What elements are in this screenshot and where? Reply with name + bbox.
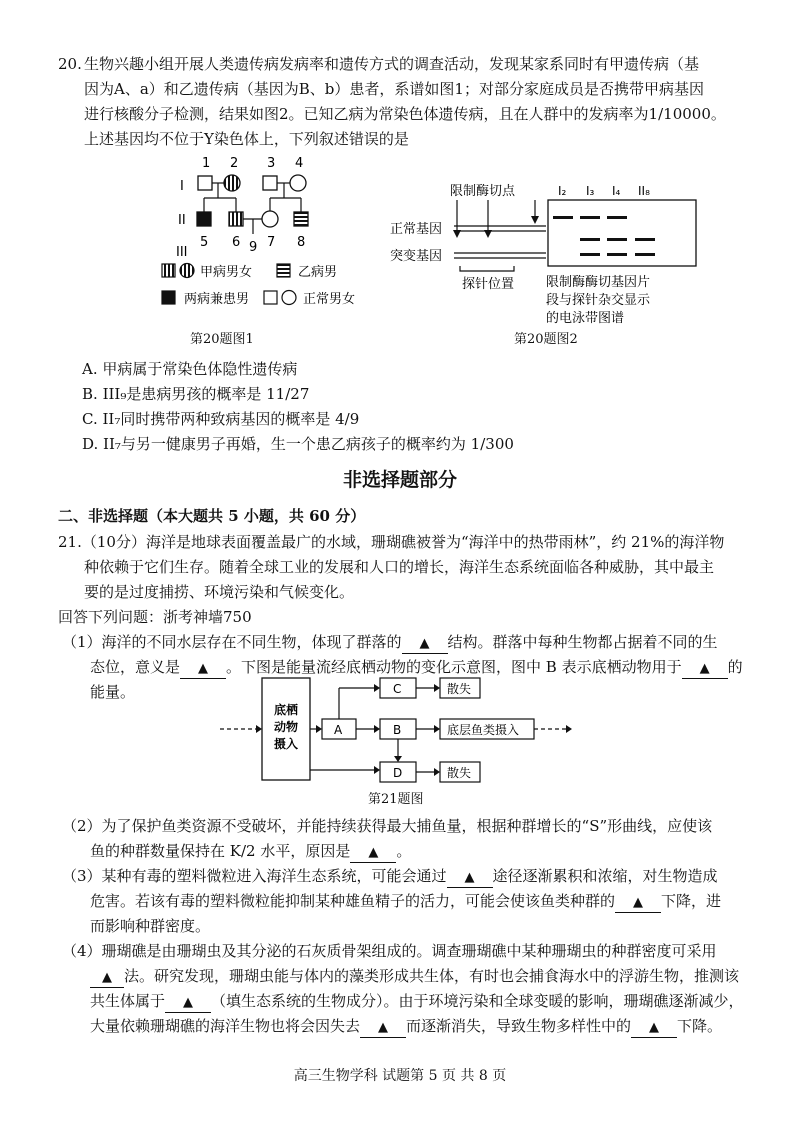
p4-text-b: 法。研究发现，珊瑚虫能与体内的藻类形成共生体，有时也会捕食海水中的浮游生物，推测该 <box>124 967 740 985</box>
p3-text-b: 途径逐渐累积和浓缩，对生物造成 <box>492 867 718 885</box>
gen-III-label: III <box>176 245 188 260</box>
electrophoresis-figure <box>390 178 700 328</box>
gel-note-2: 段与探针杂交显示 <box>546 293 651 308</box>
ind-8-label: 8 <box>297 235 306 250</box>
ind-1-symbol <box>198 176 212 190</box>
p3-text-c: 危害。若该有毒的塑料微粒能抑制某种雄鱼精子的活力，可能会使该鱼类种群的 <box>90 892 616 910</box>
p3-line1 <box>62 864 718 888</box>
probe-label: 探针位置 <box>462 277 515 292</box>
option-b-letter: B. <box>82 385 98 403</box>
option-c <box>82 407 359 431</box>
loss-label-1: 散失 <box>447 682 472 696</box>
p3-text-d: 下降，进 <box>661 892 722 910</box>
answer-blank-3[interactable] <box>682 658 728 679</box>
ind-5-symbol <box>197 212 211 226</box>
p1-line3: 能量。 <box>90 683 136 701</box>
option-c-text: II₇同时携带两种致病基因的概率是 4/9 <box>102 410 360 428</box>
option-b-text: III₉是患病男孩的概率是 11/27 <box>102 385 310 403</box>
band-I4-lower <box>607 253 627 256</box>
mutant-gene-label: 突变基因 <box>390 249 443 264</box>
p2-text-b: 。 <box>396 842 412 860</box>
p1-text-d: 。下图是能量流经底栖动物的变化示意图，图中 B 表示底栖动物用于 <box>226 658 682 676</box>
normal-gene-label: 正常基因 <box>390 222 443 237</box>
legend-normal: 正常男女 <box>303 292 356 307</box>
lane-I3-label: I₃ <box>586 184 595 198</box>
blank-mark: ▲ <box>378 1020 389 1035</box>
p4-line1: （4）珊瑚礁是由珊瑚虫及其分泌的石灰质骨架组成的。调查珊瑚礁中某种珊瑚虫的种群密度可采用 <box>62 942 717 960</box>
q20-stem-line2: 因为A、a）和乙遗传病（基因为B、b）患者，系谱如图1；对部分家庭成员是否携带甲病基因 <box>84 80 704 98</box>
option-c-letter: C. <box>82 410 98 428</box>
legend-jia-female-icon <box>180 264 194 278</box>
box-B-label: B <box>393 723 402 737</box>
p4-line3 <box>90 989 744 1013</box>
blank-mark: ▲ <box>102 970 112 985</box>
pedigree-figure <box>160 152 390 317</box>
answer-blank-1[interactable] <box>402 633 448 654</box>
band-I3-mid <box>580 238 600 241</box>
ind-6-label: 6 <box>232 235 241 250</box>
answer-blank-7[interactable] <box>90 967 124 988</box>
lane-II8-label: II₈ <box>638 184 650 198</box>
answer-blank-6[interactable] <box>615 892 661 913</box>
blank-mark: ▲ <box>183 995 194 1010</box>
option-b <box>82 382 309 406</box>
ind-2-symbol <box>224 175 240 191</box>
band-I4-upper <box>607 216 627 219</box>
q20-stem-line4: 上述基因均不位于Y染色体上，下列叙述错误的是 <box>84 130 409 148</box>
legend-normal-male-icon <box>264 291 277 304</box>
p1-text-e: 的 <box>727 658 743 676</box>
p4-text-c: 共生体属于 <box>90 992 166 1010</box>
p2-line1: （2）为了保护鱼类资源不受破坏，并能持续获得最大捕鱼量，根据种群增长的“S”形曲线，应使该 <box>62 817 713 835</box>
ind-5-label: 5 <box>200 235 209 250</box>
band-I2-upper <box>553 216 573 219</box>
box-D-label: D <box>393 766 403 780</box>
gel-box <box>548 200 696 266</box>
fig1-caption: 第20题图1 <box>190 332 254 347</box>
p4-line4 <box>90 1014 722 1038</box>
ind-4-symbol <box>290 175 306 191</box>
section2-heading: 二、非选择题（本大题共 5 小题，共 60 分） <box>58 507 366 525</box>
intake-label-3: 摄入 <box>274 737 299 751</box>
q21-intro-line3: 要的是过度捕捞、环境污染和气候变化。 <box>84 583 355 601</box>
option-a <box>82 357 297 381</box>
q20-number: 20. <box>58 55 82 73</box>
box-C-label: C <box>393 682 402 696</box>
p4-text-g: 下降。 <box>677 1017 723 1035</box>
legend-both: 两病兼患男 <box>184 292 250 307</box>
lane-I4-label: I₄ <box>612 184 621 198</box>
p1-text-b: 结构。群落中每种生物都占据着不同的生 <box>447 633 718 651</box>
p1-text-c: 态位，意义是 <box>90 658 181 676</box>
legend-normal-female-icon <box>282 291 296 305</box>
answer-blank-4[interactable] <box>350 842 396 863</box>
option-a-text: 甲病属于常染色体隐性遗传病 <box>102 360 298 378</box>
q20-stem-line3: 进行核酸分子检测，结果如图2。已知乙病为常染色体遗传病，且在人群中的发病率为1/10000。 <box>84 105 726 123</box>
ind-9-label: 9 <box>249 240 258 255</box>
p2-text-a: 鱼的种群数量保持在 K/2 水平，原因是 <box>90 842 351 860</box>
blank-mark: ▲ <box>198 661 209 676</box>
loss-label-2: 散失 <box>447 766 472 780</box>
legend-yi: 乙病男 <box>298 265 338 280</box>
blank-mark: ▲ <box>419 636 430 651</box>
gen-II-label: II <box>178 213 186 228</box>
answer-prompt: 回答下列问题：浙考神墙750 <box>58 608 252 626</box>
blank-mark: ▲ <box>633 895 644 910</box>
ind-7-symbol <box>262 211 278 227</box>
blank-mark: ▲ <box>699 661 710 676</box>
p3-line3: 而影响种群密度。 <box>90 917 211 935</box>
lane-I2-label: I₂ <box>558 184 567 198</box>
legend-jia: 甲病男女 <box>200 265 253 280</box>
ind-2-label: 2 <box>230 156 239 171</box>
option-d <box>82 432 514 456</box>
option-d-text: II₇与另一健康男子再婚，生一个患乙病孩子的概率约为 1/300 <box>103 435 514 453</box>
blank-mark: ▲ <box>649 1020 660 1035</box>
p3-text-a: （3）某种有毒的塑料微粒进入海洋生态系统，可能会通过 <box>62 867 447 885</box>
q21-intro-line1: 21.（10分）海洋是地球表面覆盖最广的水域，珊瑚礁被誉为“海洋中的热带雨林”，约 21%的海洋物 <box>58 533 725 551</box>
intake-label-1: 底栖 <box>274 703 299 717</box>
option-d-letter: D. <box>82 435 99 453</box>
answer-blank-8[interactable] <box>165 992 211 1013</box>
energy-flow-figure <box>200 674 580 786</box>
ind-7-label: 7 <box>267 235 276 250</box>
band-I4-mid <box>607 238 627 241</box>
q21-intro-line2: 种依赖于它们生存。随着全球工业的发展和人口的增长，海洋生态系统面临各种威胁，其中最主 <box>84 558 715 576</box>
band-I3-upper <box>580 216 600 219</box>
page-footer: 高三生物学科 试题第 5 页 共 8 页 <box>293 1068 507 1084</box>
answer-blank-9[interactable] <box>360 1017 406 1038</box>
p1-text-a: （1）海洋的不同水层存在不同生物，体现了群落的 <box>62 633 402 651</box>
intake-label-2: 动物 <box>274 720 299 734</box>
p2-line2 <box>90 839 411 863</box>
p4-text-e: 大量依赖珊瑚礁的海洋生物也将会因失去 <box>90 1017 361 1035</box>
fig21-caption: 第21题图 <box>368 792 424 807</box>
gel-note-3: 的电泳带图谱 <box>546 311 625 326</box>
ind-1-label: 1 <box>202 156 211 171</box>
blank-mark: ▲ <box>464 870 475 885</box>
ind-3-symbol <box>263 176 277 190</box>
blank-mark: ▲ <box>368 845 379 860</box>
p4-text-f: 而逐渐消失，导致生物多样性中的 <box>406 1017 632 1035</box>
legend-both-icon <box>162 291 175 304</box>
p4-line2 <box>90 964 739 988</box>
fig2-caption: 第20题图2 <box>514 332 578 347</box>
p4-text-d: （填生态系统的生物成分）。由于环境污染和全球变暖的影响，珊瑚礁逐渐减少， <box>211 992 744 1010</box>
box-A-label: A <box>334 723 343 737</box>
p3-line2 <box>90 889 721 913</box>
band-II8-lower <box>635 253 655 256</box>
ind-6-symbol <box>229 212 243 226</box>
band-I3-lower <box>580 253 600 256</box>
section-title: 非选择题部分 <box>342 469 457 491</box>
option-a-letter: A. <box>82 360 98 378</box>
fish-label: 底层鱼类摄入 <box>447 723 520 737</box>
ind-3-label: 3 <box>267 156 276 171</box>
p1-line1 <box>62 630 718 654</box>
gel-note-1: 限制酶酶切基因片 <box>546 275 651 290</box>
legend-yi-male-icon <box>277 264 290 277</box>
enzyme-site-label: 限制酶切点 <box>450 184 516 199</box>
answer-blank-5[interactable] <box>447 867 493 888</box>
answer-blank-10[interactable] <box>631 1017 677 1038</box>
band-II8-mid <box>635 238 655 241</box>
gen-I-label: I <box>180 179 184 194</box>
legend-jia-male-icon <box>162 264 175 277</box>
q20-stem-line1: 生物兴趣小组开展人类遗传病发病率和遗传方式的调查活动，发现某家系同时有甲遗传病（基 <box>84 55 700 73</box>
ind-4-label: 4 <box>295 156 304 171</box>
ind-8-symbol <box>294 212 308 226</box>
